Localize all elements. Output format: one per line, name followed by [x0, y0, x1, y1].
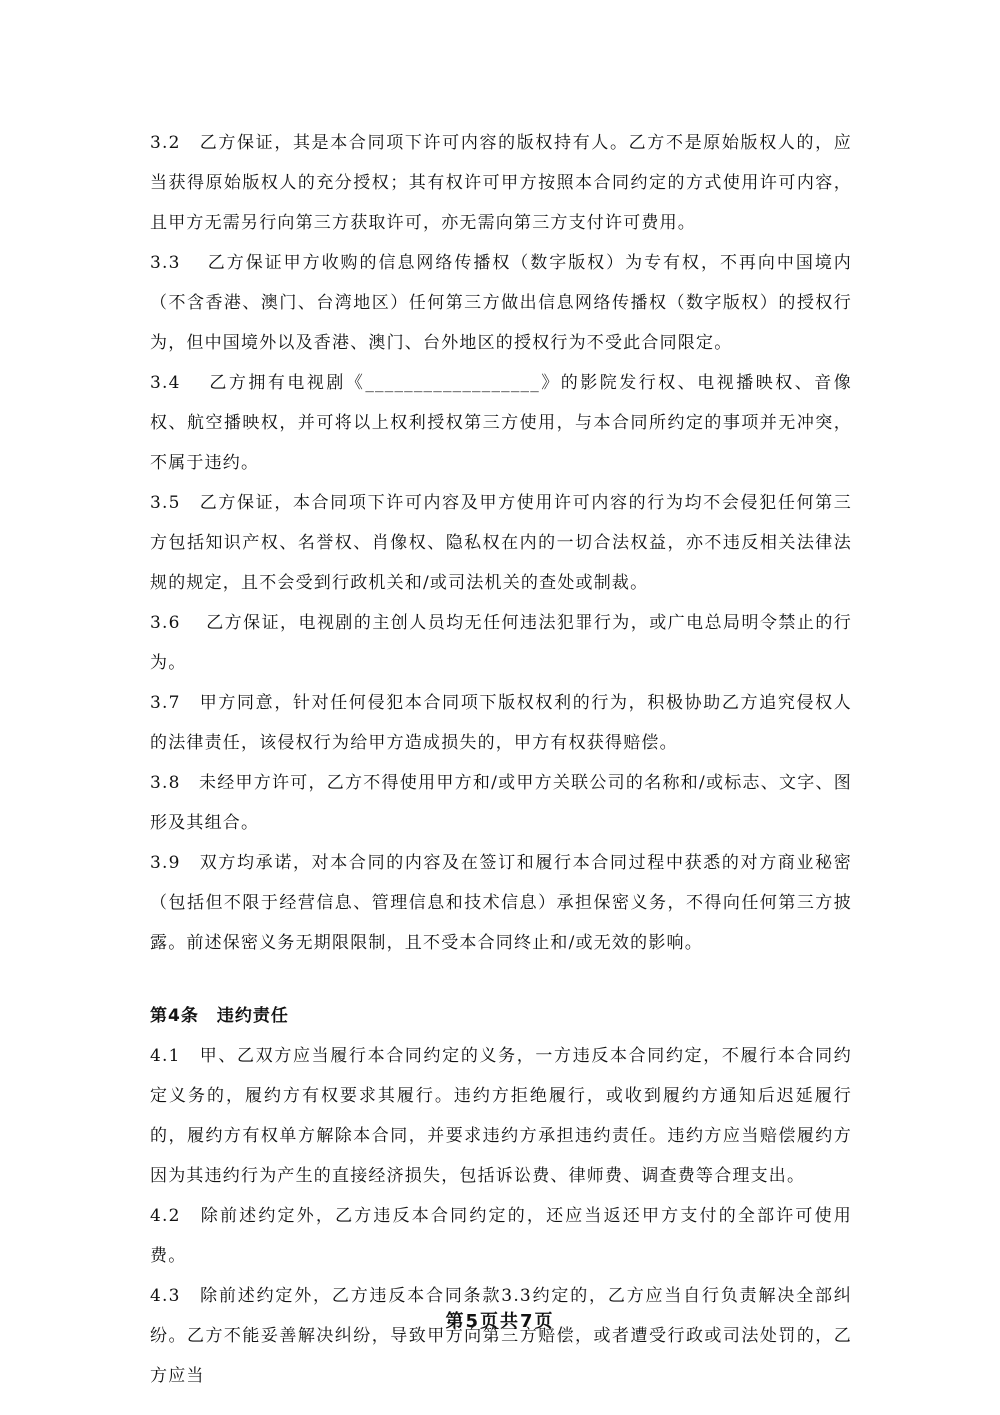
clause-4-2: 4.2 除前述约定外，乙方违反本合同约定的，还应当返还甲方支付的全部许可使用费。: [150, 1206, 852, 1266]
clause-3-8: 3.8 未经甲方许可，乙方不得使用甲方和/或甲方关联公司的名称和/或标志、文字、图形及其组合。: [150, 773, 852, 833]
section-4-number: 第4条: [150, 1006, 199, 1026]
contract-page: [150, 123, 852, 1396]
clause-4-3: 4.3 除前述约定外，乙方违反本合同条款3.3约定的，乙方应当自行负责解决全部纠纷。乙方不能妥善解决纠纷，导致甲方向第三方赔偿，或者遭受行政或司法处罚的，乙方应当: [150, 1286, 852, 1386]
clause-3-3: 3.3 乙方保证甲方收购的信息网络传播权（数字版权）为专有权，不再向中国境内（不含香港、澳门、台湾地区）任何第三方做出信息网络传播权（数字版权）的授权行为，但中国境外以及香港、澳门、台外地区的授权行为不受此合同限定。: [150, 253, 852, 353]
clause-3-6: 3.6 乙方保证，电视剧的主创人员均无任何违法犯罪行为，或广电总局明令禁止的行为。: [150, 613, 852, 673]
clause-3-4: 3.4 乙方拥有电视剧《__________________》的影院发行权、电视播映权、音像权、航空播映权，并可将以上权利授权第三方使用，与本合同所约定的事项并无冲突，不属于违约。: [150, 373, 852, 473]
section-4-heading: [150, 996, 852, 1036]
clause-3-7: 3.7 甲方同意，针对任何侵犯本合同项下版权权利的行为，积极协助乙方追究侵权人的法律责任，该侵权行为给甲方造成损失的，甲方有权获得赔偿。: [150, 693, 852, 753]
clause-4-1: 4.1 甲、乙双方应当履行本合同约定的义务，一方违反本合同约定，不履行本合同约定义务的，履约方有权要求其履行。违约方拒绝履行，或收到履约方通知后迟延履行的，履约方有权单方解除本合同，并要求违约方承担违约责任。违约方应当赔偿履约方因为其违约行为产生的直接经济损失，包括诉讼费、律师费、调查费等合理支出。: [150, 1046, 852, 1186]
clause-3-9: 3.9 双方均承诺，对本合同的内容及在签订和履行本合同过程中获悉的对方商业秘密（包括但不限于经营信息、管理信息和技术信息）承担保密义务，不得向任何第三方披露。前述保密义务无期限限制，且不受本合同终止和/或无效的影响。: [150, 853, 852, 953]
page-number-footer: 第5页共7页: [445, 1311, 555, 1332]
section-4-title: 违约责任: [216, 1006, 289, 1026]
clause-3-5: 3.5 乙方保证，本合同项下许可内容及甲方使用许可内容的行为均不会侵犯任何第三方包括知识产权、名誉权、肖像权、隐私权在内的一切合法权益，亦不违反相关法律法规的规定，且不会受到行政机关和/或司法机关的查处或制裁。: [150, 493, 852, 593]
clause-3-2: 3.2 乙方保证，其是本合同项下许可内容的版权持有人。乙方不是原始版权人的，应当获得原始版权人的充分授权；其有权许可甲方按照本合同约定的方式使用许可内容，且甲方无需另行向第三方获取许可，亦无需向第三方支付许可费用。: [150, 133, 852, 233]
